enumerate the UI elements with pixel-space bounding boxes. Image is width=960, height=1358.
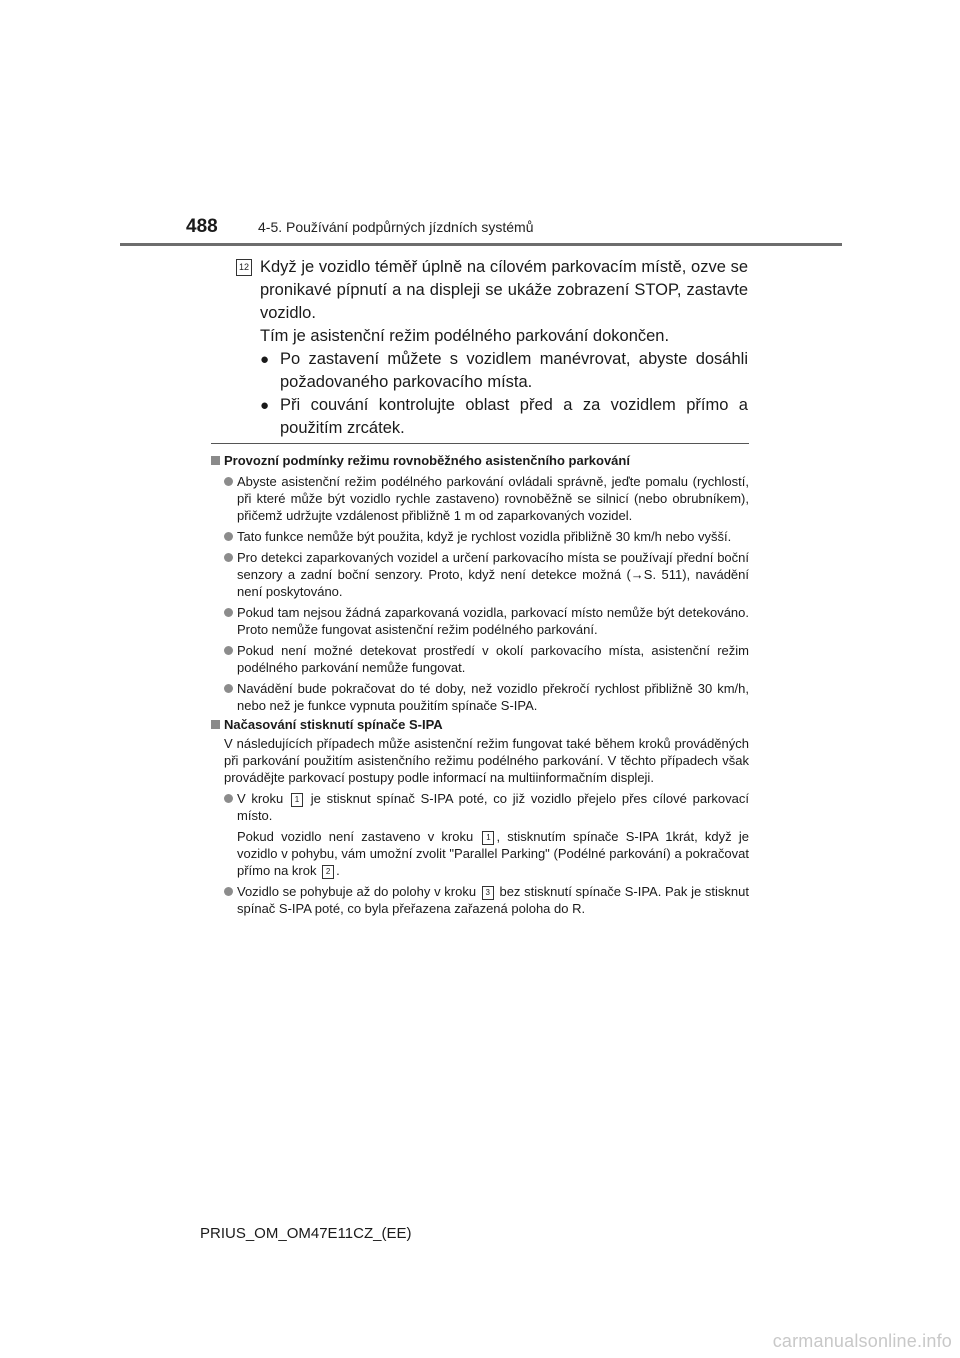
- note-item-text: Navádění bude pokračovat do té doby, než vozidlo překročí rychlost přibližně 30 km/h, nebo než je funkce vypnuta použitím spínače S-IPA.: [237, 681, 749, 713]
- page-number: 488: [186, 216, 218, 237]
- circle-bullet-icon: [224, 553, 233, 562]
- step-ref-badge: 1: [291, 793, 303, 807]
- step-ref-badge: 3: [482, 886, 494, 900]
- notes-divider: [211, 443, 749, 444]
- note-heading-text: Provozní podmínky režimu rovnoběžného asistenčního parkování: [224, 453, 630, 468]
- circle-bullet-icon: [224, 794, 233, 803]
- note-item: [211, 883, 749, 917]
- step-12: [236, 256, 748, 440]
- note-item-text: Pro detekci zaparkovaných vozidel a určení parkovacího místa se používají přední boční senzory a zadní boční senzory. Proto, když není detekce možná (→S. 511), navádění není poskytováno.: [237, 550, 749, 599]
- step-bullet: [260, 348, 748, 394]
- manual-code-footer: PRIUS_OM_OM47E11CZ_(EE): [200, 1225, 412, 1242]
- note-item: [211, 473, 749, 524]
- circle-bullet-icon: [224, 646, 233, 655]
- note-paragraph: V následujících případech může asistenční režim fungovat také během kroků prováděných při parkování použitím asistenčního režimu podélného parkování. V těchto případech však provádějte parkovací postupy podle informací na multiinformačním displeji.: [224, 736, 749, 785]
- step-bullet-list: [260, 348, 748, 440]
- note-item-text-post: je stisknut spínač S-IPA poté, co již vozidlo přejelo přes cílové parkovací místo.: [237, 791, 750, 823]
- header-rule: [120, 243, 842, 246]
- note-sub-paragraph: [211, 828, 749, 879]
- step-line-2: Tím je asistenční režim podélného parkování dokončen.: [260, 327, 670, 345]
- watermark-logo: carmanualsonline.info: [772, 1331, 952, 1351]
- note-item-text-pre: Vozidlo se pohybuje až do polohy v kroku: [237, 884, 477, 899]
- note-item-text-post: bez stisknutí spínače S-IPA. Pak je stisknut spínač S-IPA poté, co byla přeřazena zařazená poloha do R.: [237, 884, 749, 916]
- step-bullet: [260, 394, 748, 440]
- step-ref-badge: 2: [322, 865, 334, 879]
- note-heading-text: Načasování stisknutí spínače S-IPA: [224, 717, 443, 732]
- note-sub-text-pre: Pokud vozidlo není zastaveno v kroku: [237, 829, 474, 844]
- bullet-dot-icon: ●: [260, 397, 270, 414]
- note-item: [211, 549, 749, 600]
- section-title: 4-5. Používání podpůrných jízdních systémů: [258, 219, 534, 235]
- note-item-text: Pokud tam nejsou žádná zaparkovaná vozidla, parkovací místo nemůže být detekováno. Proto nemůže fungovat asistenční režim podélného parkování.: [237, 605, 749, 637]
- note-sub-text-post: .: [336, 863, 340, 878]
- note-heading-operating-conditions: [211, 452, 749, 469]
- step-number-badge: 12: [236, 259, 252, 276]
- circle-bullet-icon: [224, 887, 233, 896]
- note-item: [211, 680, 749, 714]
- note-item-text: Pokud není možné detekovat prostředí v okolí parkovacího místa, asistenční režim podélného parkování nemůže fungovat.: [237, 643, 749, 675]
- note-item-text-pre: V kroku: [237, 791, 284, 806]
- note-heading-switch-timing: [211, 716, 749, 733]
- step-line-1: Když je vozidlo téměř úplně na cílovém parkovacím místě, ozve se pronikavé pípnutí a na displeji se ukáže zobrazení STOP, zastavte vozidlo.: [260, 258, 748, 322]
- note-item: [211, 790, 749, 824]
- step-bullet-text: Při couvání kontrolujte oblast před a za vozidlem přímo a použitím zrcátek.: [280, 396, 748, 437]
- note-item-text: Abyste asistenční režim podélného parkování ovládali správně, jeďte pomalu (rychlostí, při které může být vozidlo rychle zastaveno) rovnoběžně se silnicí (nebo obrubníkem), přičemž udržujte vzdálenost přibližně 1 m od zaparkovaných vozidel.: [237, 474, 749, 523]
- circle-bullet-icon: [224, 684, 233, 693]
- note-item: [211, 604, 749, 638]
- note-item-text: Tato funkce nemůže být použita, když je rychlost vozidla přibližně 30 km/h nebo vyšší.: [237, 529, 732, 544]
- step-text: [260, 256, 748, 440]
- square-bullet-icon: [211, 720, 220, 729]
- notes-section: [211, 452, 749, 917]
- circle-bullet-icon: [224, 532, 233, 541]
- square-bullet-icon: [211, 456, 220, 465]
- step-bullet-text: Po zastavení můžete s vozidlem manévrovat, abyste dosáhli požadovaného parkovacího místa.: [280, 350, 748, 391]
- circle-bullet-icon: [224, 608, 233, 617]
- note-item: [211, 642, 749, 676]
- note-item: [211, 528, 749, 545]
- bullet-dot-icon: ●: [260, 351, 270, 368]
- note-sub-text-mid: , stisknutím spínače S-IPA 1krát, když je vozidlo v pohybu, vám umožní zvolit "Parallel Parking" (Podélné parkování) a pokračovat přímo na krok: [237, 829, 749, 878]
- circle-bullet-icon: [224, 477, 233, 486]
- step-ref-badge: 1: [482, 831, 494, 845]
